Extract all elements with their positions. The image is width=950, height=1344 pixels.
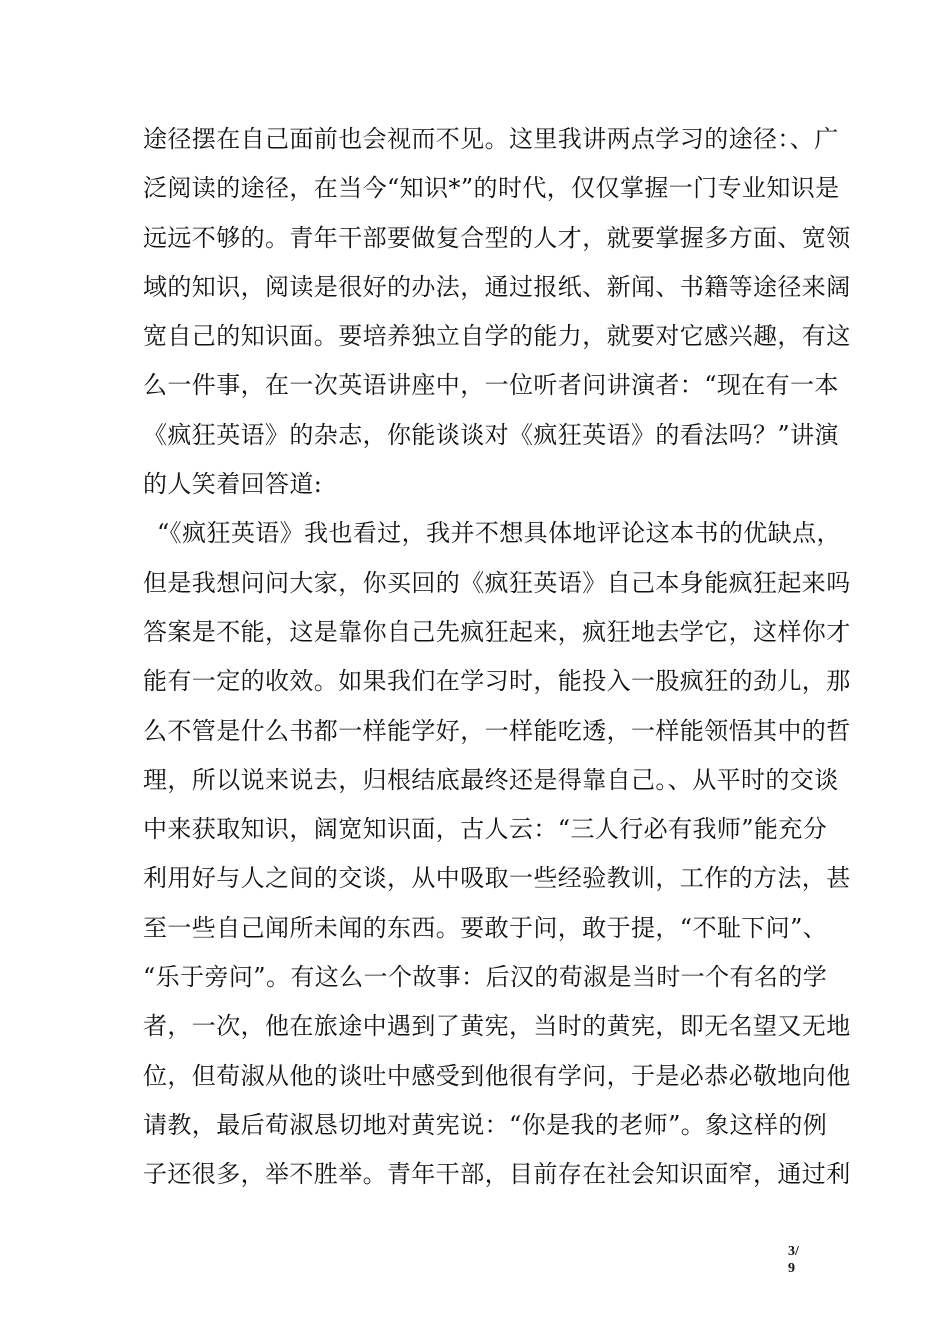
text-line: 位，但荀淑从他的谈吐中感受到他很有学问，于是必恭必敬地向他 xyxy=(143,1061,851,1090)
text-line: 至一些自己闻所未闻的东西。要敢于问，敢于提，“不耻下问”、 xyxy=(143,913,828,942)
text-line: 途径摆在自己面前也会视而不见。这里我讲两点学习的途径：、广 xyxy=(143,125,839,153)
page-number-current: 3/ xyxy=(788,1244,799,1259)
text-line: 但是我想问问大家，你买回的《疯狂英语》自己本身能疯狂起来吗 xyxy=(143,568,851,597)
text-line: 远远不够的。青年干部要做复合型的人才，就要掌握多方面、宽领 xyxy=(143,223,851,252)
text-line: 《疯狂英语》的杂志，你能谈谈对《疯狂英语》的看法吗？”讲演 xyxy=(143,420,839,449)
text-line: 的人笑着回答道: xyxy=(143,470,323,499)
page-number-total: 9 xyxy=(788,1261,795,1276)
text-line: 么不管是什么书都一样能学好，一样能吃透，一样能领悟其中的哲 xyxy=(143,716,851,745)
text-line: 者，一次，他在旅途中遇到了黄宪，当时的黄宪，即无名望又无地 xyxy=(143,1012,851,1041)
page-number xyxy=(788,1243,808,1277)
text-line: 么一件事，在一次英语讲座中，一位听者问讲演者：“现在有一本 xyxy=(143,371,839,400)
text-line: “乐于旁问”。有这么一个故事：后汉的荀淑是当时一个有名的学 xyxy=(143,963,828,992)
text-line: 请教，最后荀淑恳切地对黄宪说：“你是我的老师”。象这样的例 xyxy=(143,1110,828,1139)
text-line: 域的知识，阅读是很好的办法，通过报纸、新闻、书籍等途径来阔 xyxy=(143,272,851,301)
text-line: 中来获取知识，阔宽知识面，古人云：“三人行必有我师”能充分 xyxy=(143,815,828,844)
text-line: 子还很多，举不胜举。青年干部，目前存在社会知识面窄，通过利 xyxy=(143,1160,851,1189)
text-line: 宽自己的知识面。要培养独立自学的能力，就要对它感兴趣，有这 xyxy=(143,322,851,351)
body-text xyxy=(143,115,851,1200)
text-line: 泛阅读的途径，在当今“知识*”的时代，仅仅掌握一门专业知识是 xyxy=(143,174,840,203)
text-line: 能有一定的收效。如果我们在学习时，能投入一股疯狂的劲儿，那 xyxy=(143,667,851,696)
text-line: 利用好与人之间的交谈，从中吸取一些经验教训，工作的方法，甚 xyxy=(143,864,851,893)
paragraph-start-line: “《疯狂英语》我也看过，我并不想具体地评论这本书的优缺点， xyxy=(157,519,841,548)
text-line: 答案是不能，这是靠你自己先疯狂起来，疯狂地去学它，这样你才 xyxy=(143,617,851,646)
text-line: 理，所以说来说去，归根结底最终还是得靠自己。、从平时的交谈 xyxy=(143,765,839,794)
